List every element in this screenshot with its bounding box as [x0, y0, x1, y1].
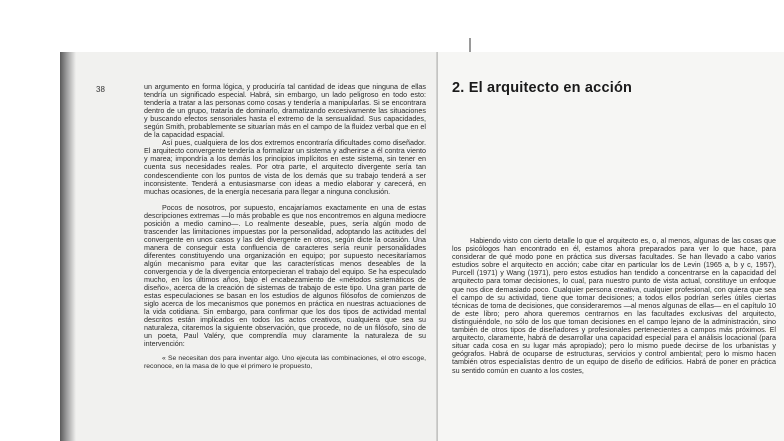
paragraph: Habiendo visto con cierto detalle lo que el arquitecto es, o, al menos, algunas de las cosas que los psicólogos han encontrado en él, estamos ahora preparados para ver lo que hace, para considerar de qué modo pone en práctica sus diversas facultades. Se han llevado a cabo varios estudios sobre el arquitecto en acción; cabe citar en particular los de Levin (1965 a, b y c, 1957), Purcell (1971) y Wang (1971), pero estos estudios han tendido a concentrarse en la capacidad del arquitecto para tomar decisiones, lo cual, para nuestro punto de vista actual, constituye un enfoque que nos dice demasiado poco. Cualquier persona creativa, cualquier profesional, con quiera que sea el campo de su actividad, tiene que tomar decisiones; a todos ellos podrían serles útiles ciertas técnicas de toma de decisiones, que consideraremos —al menos algunas de ellas— en el capítulo 10 de este libro; pero ahora queremos centrarnos en las facultades exclusivas del arquitecto, distinguiéndole, no sólo de los que toman decisiones en el campo lejano de la administración, sino también de otros tipos de diseñadores y profesionales pertenecientes a campos más próximos. El arquitecto, claramente, habrá de desarrollar una capacidad especial para el análisis locacional (para situar cada cosa en su lugar más apropiado); pero lo mismo puede decirse de los urbanistas y geógrafos. Habrá de ocuparse de estructuras, servicios y control ambiental; pero lo mismo hacen también otros especialistas dentro de un equipo de diseño de edificios. Habrá de poner en práctica su sentido común en cuanto a los costes,: [452, 236, 776, 375]
right-text-column: [452, 237, 776, 375]
footnote: « Se necesitan dos para inventar algo. Uno ejecuta las combinaciones, el otro escoge, reconoce, en la masa de lo que el primero le propuesto,: [144, 354, 426, 370]
left-text-column: [144, 83, 426, 371]
chapter-title: 2. El arquitecto en acción: [452, 80, 633, 96]
paragraph: un argumento en forma lógica, y produciría tal cantidad de ideas que ninguna de ellas tendría un significado especial. Habrá, sin embargo, un lado peligroso en todo esto: tendería a tratar a las personas como cosas y tendería a manipularlas. Si se encontrara dentro de un grupo, trataría de dominarlo, dramatizando excesivamente las situaciones y buscando efectos sensoriales hasta el extremo de la sensualidad. Sus capacidades, según Smith, probablemente se situarían más en el campo de la fluidez verbal que en el de la capacidad espacial.: [144, 82, 426, 140]
paragraph: Así pues, cualquiera de los dos extremos encontraría dificultades como diseñador. El arquitecto convergente tendería a formalizar un sistema y adherirse a él contra viento y marea; impondría a los demás los principios implícitos en este sistema, sin tener en cuenta sus necesidades reales. Por otra parte, el arquitecto divergente sería tan condescendiente con los puntos de vista de los demás que su trabajo tenderá a ser inconsistente. Tenderá a entusiasmarse con ideas a medio elaborar y carecerá, en muchas ocasiones, de la energía necesaria para llegar a ninguna conclusión.: [144, 138, 426, 196]
right-page: [438, 52, 784, 441]
scan-margin: [0, 52, 60, 441]
scan-background: [0, 0, 784, 52]
paragraph: Pocos de nosotros, por supuesto, encajaríamos exactamente en una de estas descripciones extremas —lo más probable es que nos encontremos en alguna mediocre posición a medio camino—. Lo realmente deseable, pues, sería algún modo de trascender las limitaciones impuestas por la personalidad, adoptando las actitudes del convergente en unos casos y las del divergente en otros, según dicte la ocasión. Una manera de conseguir esta confluencia de caracteres sería reunir personalidades diferentes constituyendo una organización en equipo; por supuesto necesitaríamos algún mecanismo para evitar que las características menos deseables de la convergencia y de la divergencia entorpecieran el trabajo del equipo. Se ha especulado mucho, en los últimos años, bajo el encabezamiento de «métodos sistemáticos de diseño», acerca de la creación de sistemas de trabajo de este tipo. Una gran parte de estas especulaciones se basan en los estudios de algunos filósofos de comienzos de siglo acerca de los mecanismos que ponemos en práctica en nuestras actuaciones de la vida cotidiana. Sin embargo, para confirmar que los dos tipos de actividad mental descritos están implicados en todos los actos creativos, cualquiera que sea su naturaleza, citaremos la siguiente observación, que procede, no de un filósofo, sino de un poeta, Paul Valéry, que comprendía muy claramente la naturaleza de su intervención:: [144, 202, 426, 349]
page-edge-shadow: [60, 52, 76, 441]
scan-mark: [469, 38, 471, 52]
page-number: 38: [96, 85, 105, 94]
left-page: [60, 52, 438, 441]
